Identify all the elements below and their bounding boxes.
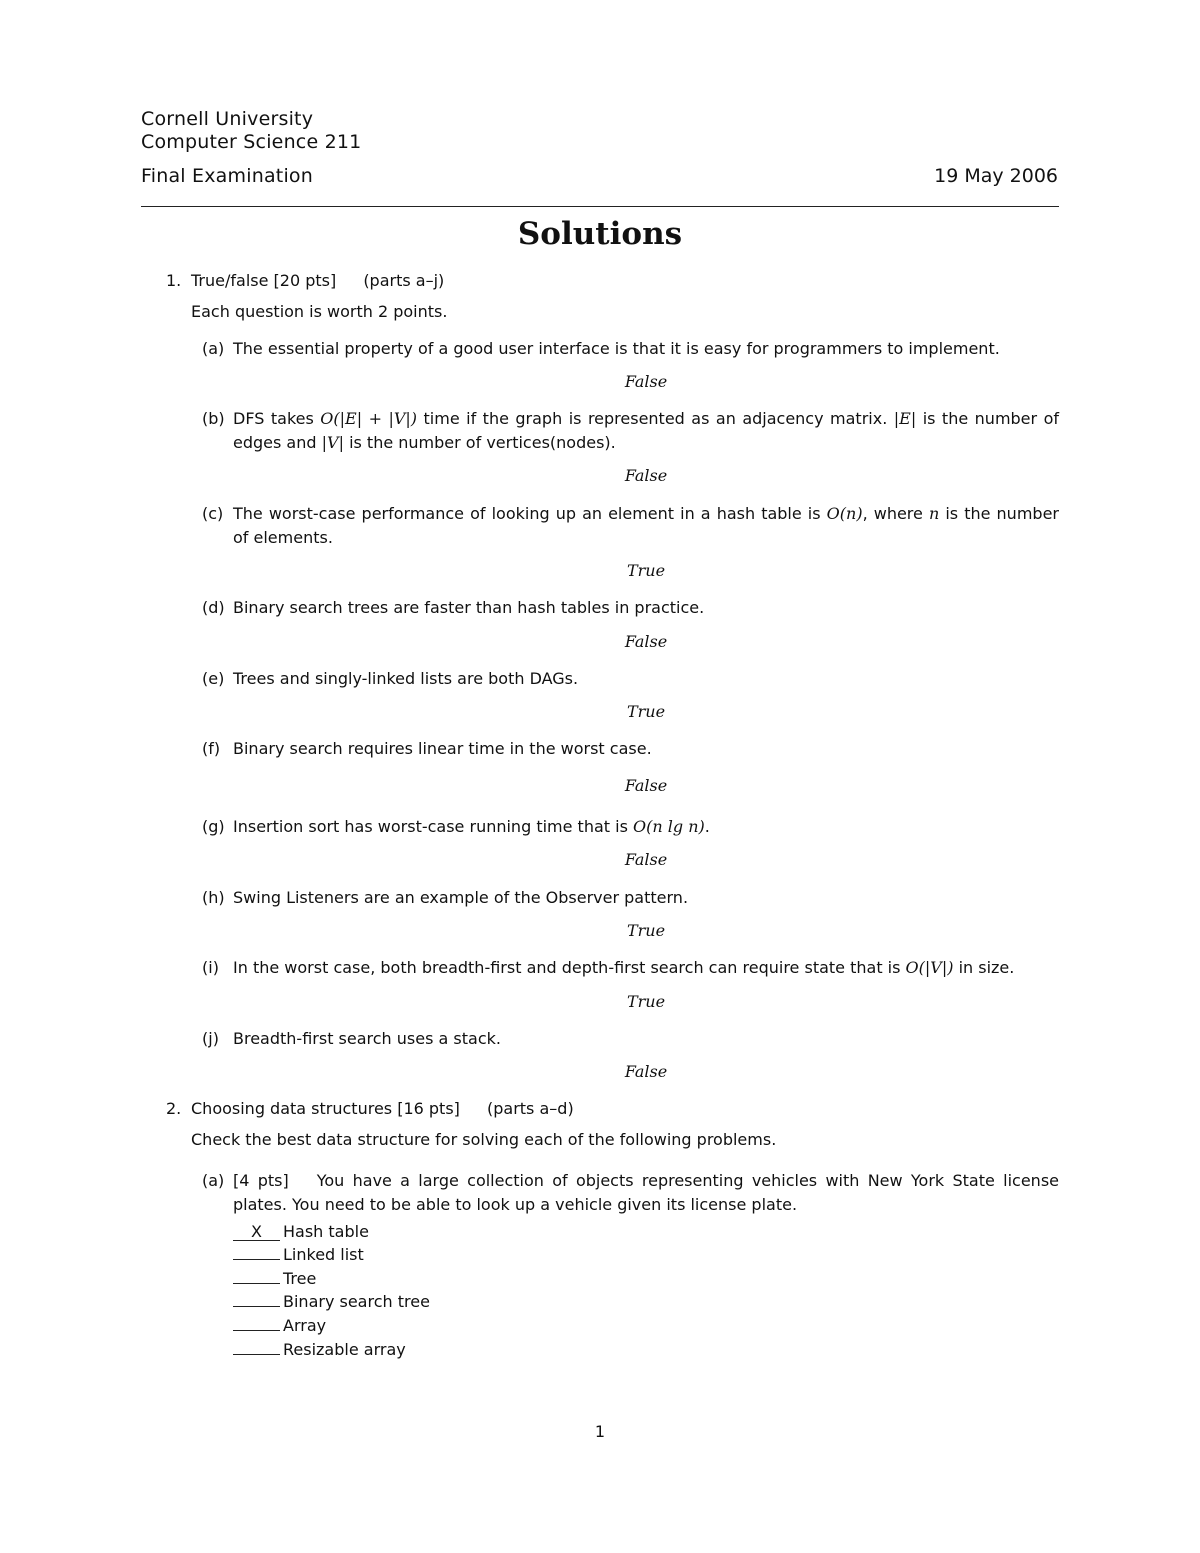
q1-e-label: (e) bbox=[202, 669, 225, 688]
option-blank bbox=[233, 1306, 280, 1307]
q1-c-text-3: is the number of elements. bbox=[233, 504, 1059, 547]
q1-i-text-1: In the worst case, both breadth-first and depth-first search can require state that is bbox=[233, 958, 901, 977]
q1-f-question: Binary search requires linear time in the worst case. bbox=[233, 739, 652, 758]
q1-a-question: The essential property of a good user interface is that it is easy for programmers to implement. bbox=[233, 339, 1000, 358]
q1-b-label: (b) bbox=[202, 409, 225, 428]
q1-b-text-3: is the number of edges and bbox=[233, 409, 1059, 452]
q2-a-option bbox=[233, 1316, 326, 1335]
q1-h-label: (h) bbox=[202, 888, 225, 907]
q1-c-label: (c) bbox=[202, 504, 224, 523]
q1-b-math-2: |E| bbox=[893, 409, 917, 428]
option-label: Tree bbox=[283, 1269, 317, 1288]
q1-heading-text: True/false [20 pts] bbox=[191, 271, 337, 290]
option-label: Array bbox=[283, 1316, 327, 1335]
q1-g-math-1: O(n lg n) bbox=[633, 817, 705, 836]
q1-b-math-1: O(|E| + |V|) bbox=[320, 409, 418, 428]
q2-a-question bbox=[233, 1169, 1059, 1217]
q2-a-option bbox=[233, 1269, 316, 1288]
option-label: Resizable array bbox=[283, 1340, 406, 1359]
q1-b-math-3: |V| bbox=[321, 433, 344, 452]
course-name: Computer Science 211 bbox=[141, 131, 362, 153]
page-title: Solutions bbox=[517, 216, 683, 252]
q1-c-math-2: n bbox=[928, 504, 940, 523]
option-label: Hash table bbox=[283, 1222, 369, 1241]
q2-instruction: Check the best data structure for solving each of the following problems. bbox=[191, 1130, 777, 1149]
q1-j-question: Breadth-first search uses a stack. bbox=[233, 1029, 501, 1048]
q2-a-points: [4 pts] bbox=[233, 1171, 289, 1190]
q1-instruction: Each question is worth 2 points. bbox=[191, 302, 448, 321]
q2-a-option bbox=[233, 1340, 406, 1359]
q1-c-answer: True bbox=[626, 561, 666, 580]
q1-a-label: (a) bbox=[202, 339, 225, 358]
option-label: Linked list bbox=[283, 1245, 364, 1264]
q1-i-label: (i) bbox=[202, 958, 219, 977]
q2-a-option bbox=[233, 1245, 364, 1264]
q1-j-answer: False bbox=[624, 1062, 668, 1081]
q2-heading bbox=[191, 1097, 574, 1121]
q1-e-answer: True bbox=[626, 702, 666, 721]
q1-g-answer: False bbox=[624, 850, 668, 869]
q1-g-text-1: Insertion sort has worst-case running time that is bbox=[233, 817, 628, 836]
option-blank bbox=[233, 1330, 280, 1331]
option-label: Binary search tree bbox=[283, 1292, 430, 1311]
q1-g-label: (g) bbox=[202, 817, 225, 836]
q2-a-text: You have a large collection of objects representing vehicles with New York State license plates. You need to be able to look up a vehicle given its license plate. bbox=[233, 1171, 1059, 1214]
q1-i-math-1: O(|V|) bbox=[905, 958, 954, 977]
q1-c-text-1: The worst-case performance of looking up an element in a hash table is bbox=[233, 504, 821, 523]
q1-a-answer: False bbox=[624, 372, 668, 391]
q2-number: 2. bbox=[166, 1099, 182, 1118]
q1-g-text-2: . bbox=[704, 817, 710, 836]
q1-e-question: Trees and singly-linked lists are both DAGs. bbox=[233, 669, 579, 688]
q1-c-text-2: , where bbox=[862, 504, 923, 523]
q2-heading-text: Choosing data structures [16 pts] bbox=[191, 1099, 460, 1118]
q2-a-label: (a) bbox=[202, 1171, 225, 1190]
q1-i-question bbox=[233, 956, 1014, 980]
q1-d-answer: False bbox=[624, 632, 668, 651]
option-blank bbox=[233, 1354, 280, 1355]
q1-b-text-2: time if the graph is represented as an adjacency matrix. bbox=[423, 409, 888, 428]
q1-c-math-1: O(n) bbox=[826, 504, 863, 523]
q1-d-question: Binary search trees are faster than hash tables in practice. bbox=[233, 598, 705, 617]
q1-g-question bbox=[233, 815, 710, 839]
university-name: Cornell University bbox=[141, 108, 314, 130]
q1-i-answer: True bbox=[626, 992, 666, 1011]
q1-f-label: (f) bbox=[202, 739, 221, 758]
q1-i-text-2: in size. bbox=[958, 958, 1015, 977]
option-blank bbox=[233, 1259, 280, 1260]
q1-b-text-1: DFS takes bbox=[233, 409, 314, 428]
exam-name: Final Examination bbox=[141, 165, 313, 187]
q1-f-answer: False bbox=[624, 776, 668, 795]
q2-parts-range: (parts a–d) bbox=[487, 1099, 574, 1118]
exam-date: 19 May 2006 bbox=[934, 165, 1058, 187]
option-blank: X bbox=[233, 1223, 280, 1241]
q1-b-text-4: is the number of vertices(nodes). bbox=[349, 433, 616, 452]
q1-heading bbox=[191, 269, 444, 293]
q1-d-label: (d) bbox=[202, 598, 225, 617]
q2-a-option bbox=[233, 1292, 430, 1311]
q1-b-answer: False bbox=[624, 466, 668, 485]
q2-a-option bbox=[233, 1222, 369, 1241]
header-rule bbox=[141, 206, 1059, 207]
q1-h-answer: True bbox=[626, 921, 666, 940]
q1-b-question bbox=[233, 407, 1059, 455]
q1-h-question: Swing Listeners are an example of the Observer pattern. bbox=[233, 888, 689, 907]
q1-parts-range: (parts a–j) bbox=[363, 271, 445, 290]
q1-j-label: (j) bbox=[202, 1029, 219, 1048]
q1-number: 1. bbox=[166, 271, 182, 290]
option-blank bbox=[233, 1283, 280, 1284]
page-number: 1 bbox=[594, 1422, 606, 1441]
q1-c-question bbox=[233, 502, 1059, 550]
